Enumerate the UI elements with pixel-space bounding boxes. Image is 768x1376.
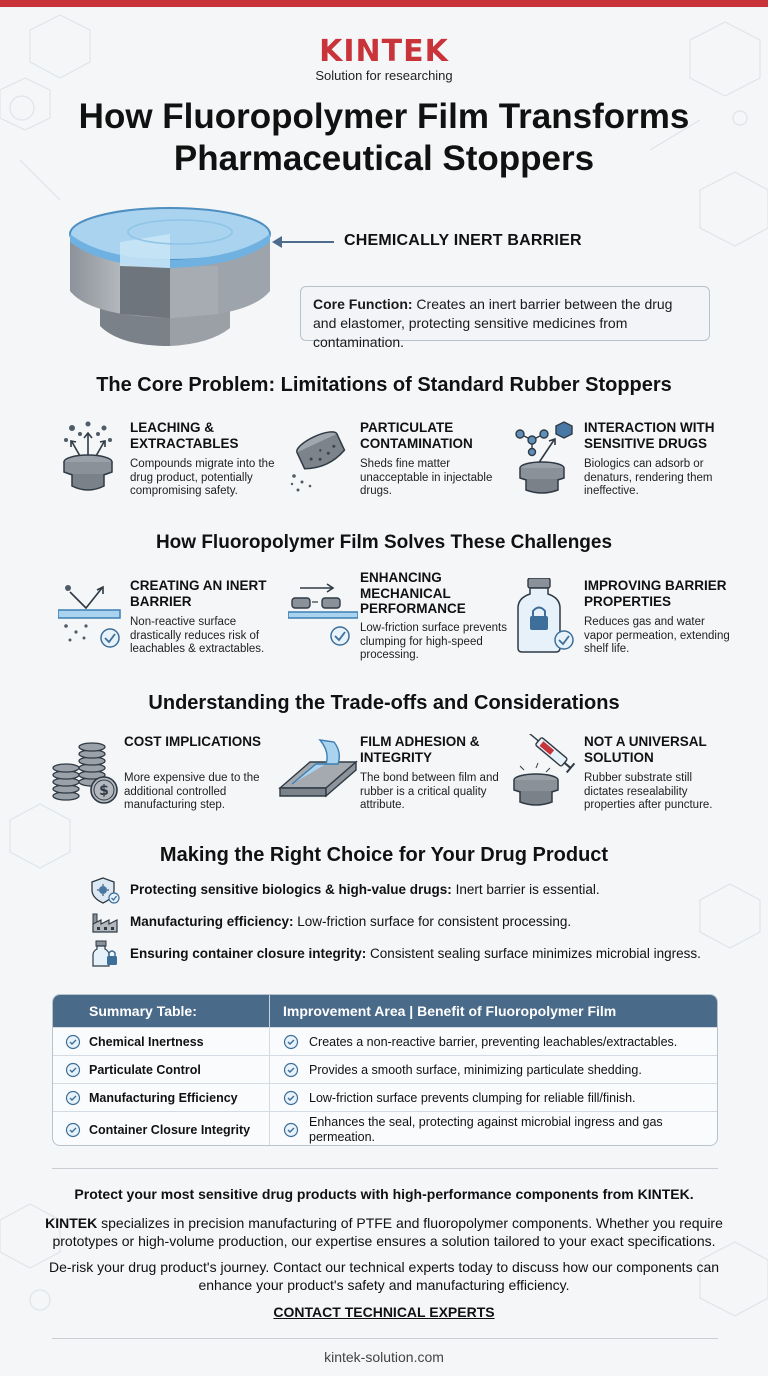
coins-icon xyxy=(52,734,122,810)
tradeoff-item-universal xyxy=(512,734,732,814)
summary-table-header xyxy=(53,995,718,1027)
brand-logo xyxy=(0,36,768,83)
problem-item-interaction xyxy=(512,420,732,500)
cta-brand: KINTEK xyxy=(45,1215,98,1231)
cta-paragraph-1 xyxy=(40,1214,728,1250)
solution-item-mechanical xyxy=(288,570,508,662)
table-row xyxy=(53,1111,718,1146)
syringe-puncture-icon xyxy=(512,734,582,810)
svg-text:$: $ xyxy=(99,783,109,799)
core-function-label: Core Function: xyxy=(313,296,413,312)
table-cell-benefit: Low-friction surface prevents clumping for reliable fill/finish. xyxy=(309,1091,636,1105)
check-circle-icon xyxy=(65,1062,81,1078)
choice-item-bold: Protecting sensitive biologics & high-value drugs: xyxy=(130,882,452,897)
table-row xyxy=(53,1027,718,1055)
divider xyxy=(52,1168,718,1169)
table-row xyxy=(53,1055,718,1083)
core-function-text: Creates an inert barrier between the drug and elastomer, protecting sensitive medicines from contamination. xyxy=(313,296,673,350)
problem-section-title: The Core Problem: Limitations of Standard Rubber Stoppers xyxy=(96,374,672,396)
choice-section-title: Making the Right Choice for Your Drug Product xyxy=(159,844,609,866)
brand-name: KINTEK xyxy=(319,34,449,69)
row-divider xyxy=(269,1084,270,1111)
shield-biologic-icon xyxy=(90,876,120,904)
problem-item-desc: Biologics can adsorb or denaturs, rendering them ineffective. xyxy=(584,458,713,497)
low-friction-icon xyxy=(288,578,358,654)
solution-item-head: CREATING AN INERT BARRIER xyxy=(130,578,267,609)
solution-item-desc: Reduces gas and water vapor permeation, extending shelf life. xyxy=(584,616,730,655)
choice-item-biologics xyxy=(90,876,740,904)
choice-item-rest: Inert barrier is essential. xyxy=(451,882,600,897)
choice-item-rest: Consistent sealing surface minimizes microbial ingress. xyxy=(366,946,701,961)
header-divider xyxy=(269,995,270,1027)
check-circle-icon xyxy=(65,1034,81,1050)
cta-paragraph-2: De-risk your drug product's journey. Contact our technical experts today to discuss how our components can enhance your product's safety and manufacturing efficiency. xyxy=(48,1259,720,1293)
peeling-film-icon xyxy=(276,734,360,810)
problem-item-particulate xyxy=(288,420,508,500)
page-title: How Fluoropolymer Film Transforms Pharmaceutical Stoppers xyxy=(78,97,690,178)
brand-tagline: Solution for researching xyxy=(315,68,453,83)
website-link[interactable]: kintek-solution.com xyxy=(324,1349,444,1365)
inert-surface-icon xyxy=(58,578,128,654)
solution-item-inert-barrier xyxy=(58,578,278,658)
problem-item-head: PARTICULATE CONTAMINATION xyxy=(360,420,473,451)
problem-item-leaching xyxy=(58,420,278,500)
solution-item-barrier-properties xyxy=(512,578,732,658)
tradeoff-item-desc: Rubber substrate still dictates resealability properties after puncture. xyxy=(584,772,713,811)
tradeoffs-section-title: Understanding the Trade-offs and Considerations xyxy=(148,692,620,714)
stopper-cutaway-illustration xyxy=(60,196,280,356)
check-circle-icon xyxy=(283,1062,299,1078)
table-row xyxy=(53,1083,718,1111)
problem-item-desc: Sheds fine matter unacceptable in injectable drugs. xyxy=(360,458,493,497)
core-function-callout xyxy=(300,286,710,350)
choice-item-text xyxy=(130,946,701,962)
check-circle-icon xyxy=(283,1122,299,1138)
choice-item-rest: Low-friction surface for consistent processing. xyxy=(293,914,572,929)
table-cell-area: Manufacturing Efficiency xyxy=(89,1091,238,1105)
table-cell-area: Container Closure Integrity xyxy=(89,1123,251,1137)
tradeoff-item-desc: The bond between film and rubber is a critical quality attribute. xyxy=(360,772,499,811)
solution-section-title: How Fluoropolymer Film Solves These Challenges xyxy=(155,532,613,553)
check-circle-icon xyxy=(283,1034,299,1050)
table-cell-benefit: Enhances the seal, protecting against microbial ingress and gas permeation. xyxy=(309,1115,663,1144)
summary-table xyxy=(52,994,718,1146)
tradeoff-item-cost xyxy=(52,734,272,814)
problem-item-desc: Compounds migrate into the drug product, potentially compromising safety. xyxy=(130,458,275,497)
molecule-interaction-icon xyxy=(512,420,582,496)
tradeoff-item-adhesion xyxy=(288,734,508,814)
factory-icon xyxy=(90,908,120,936)
table-cell-benefit: Creates a non-reactive barrier, preventing leachables/extractables. xyxy=(309,1035,678,1049)
leaching-icon xyxy=(58,420,128,496)
choice-item-text xyxy=(130,882,600,898)
check-circle-icon xyxy=(65,1090,81,1106)
choice-item-text xyxy=(130,914,571,930)
cta-lead: Protect your most sensitive drug products with high-performance components from KINTEK. xyxy=(74,1186,694,1202)
choice-item-closure-integrity xyxy=(90,940,740,968)
solution-item-desc: Non-reactive surface drastically reduces risk of leachables & extractables. xyxy=(130,616,265,655)
table-header-right: Improvement Area | Benefit of Fluoropolymer Film xyxy=(283,1003,617,1019)
table-cell-benefit: Provides a smooth surface, minimizing particulate shedding. xyxy=(309,1063,642,1077)
row-divider xyxy=(269,1028,270,1055)
problem-item-head: INTERACTION WITH SENSITIVE DRUGS xyxy=(584,420,715,451)
table-cell-area: Chemical Inertness xyxy=(89,1035,204,1049)
tradeoff-item-desc: More expensive due to the additional controlled manufacturing step. xyxy=(124,772,260,811)
check-circle-icon xyxy=(283,1090,299,1106)
tradeoff-item-head: COST IMPLICATIONS xyxy=(124,734,261,749)
choice-item-bold: Manufacturing efficiency: xyxy=(130,914,294,929)
vial-lock-icon xyxy=(90,940,120,968)
solution-item-head: IMPROVING BARRIER PROPERTIES xyxy=(584,578,727,609)
particulate-icon xyxy=(288,420,358,496)
row-divider xyxy=(269,1112,270,1146)
choice-item-manufacturing xyxy=(90,908,740,936)
solution-item-desc: Low-friction surface prevents clumping for high-speed processing. xyxy=(360,622,508,661)
contact-experts-link[interactable]: CONTACT TECHNICAL EXPERTS xyxy=(273,1304,495,1320)
tradeoff-item-head: FILM ADHESION & INTEGRITY xyxy=(360,734,480,765)
table-header-left: Summary Table: xyxy=(89,1003,197,1019)
sealed-vial-icon xyxy=(512,578,582,654)
row-divider xyxy=(269,1056,270,1083)
pointer-arrow xyxy=(272,232,334,252)
tradeoff-item-head: NOT A UNIVERSAL SOLUTION xyxy=(584,734,707,765)
choice-item-bold: Ensuring container closure integrity: xyxy=(130,946,367,961)
problem-item-head: LEACHING & EXTRACTABLES xyxy=(130,420,239,451)
cta-paragraph-1-text: specializes in precision manufacturing of PTFE and fluoropolymer components. Whether you require prototypes or high-volume production, our expertise ensures a solution tailored to your exact specifications. xyxy=(52,1215,723,1249)
check-circle-icon xyxy=(65,1122,81,1138)
divider xyxy=(52,1338,718,1339)
solution-item-head: ENHANCING MECHANICAL PERFORMANCE xyxy=(360,570,466,616)
barrier-label: CHEMICALLY INERT BARRIER xyxy=(344,232,582,249)
table-cell-area: Particulate Control xyxy=(89,1063,201,1077)
